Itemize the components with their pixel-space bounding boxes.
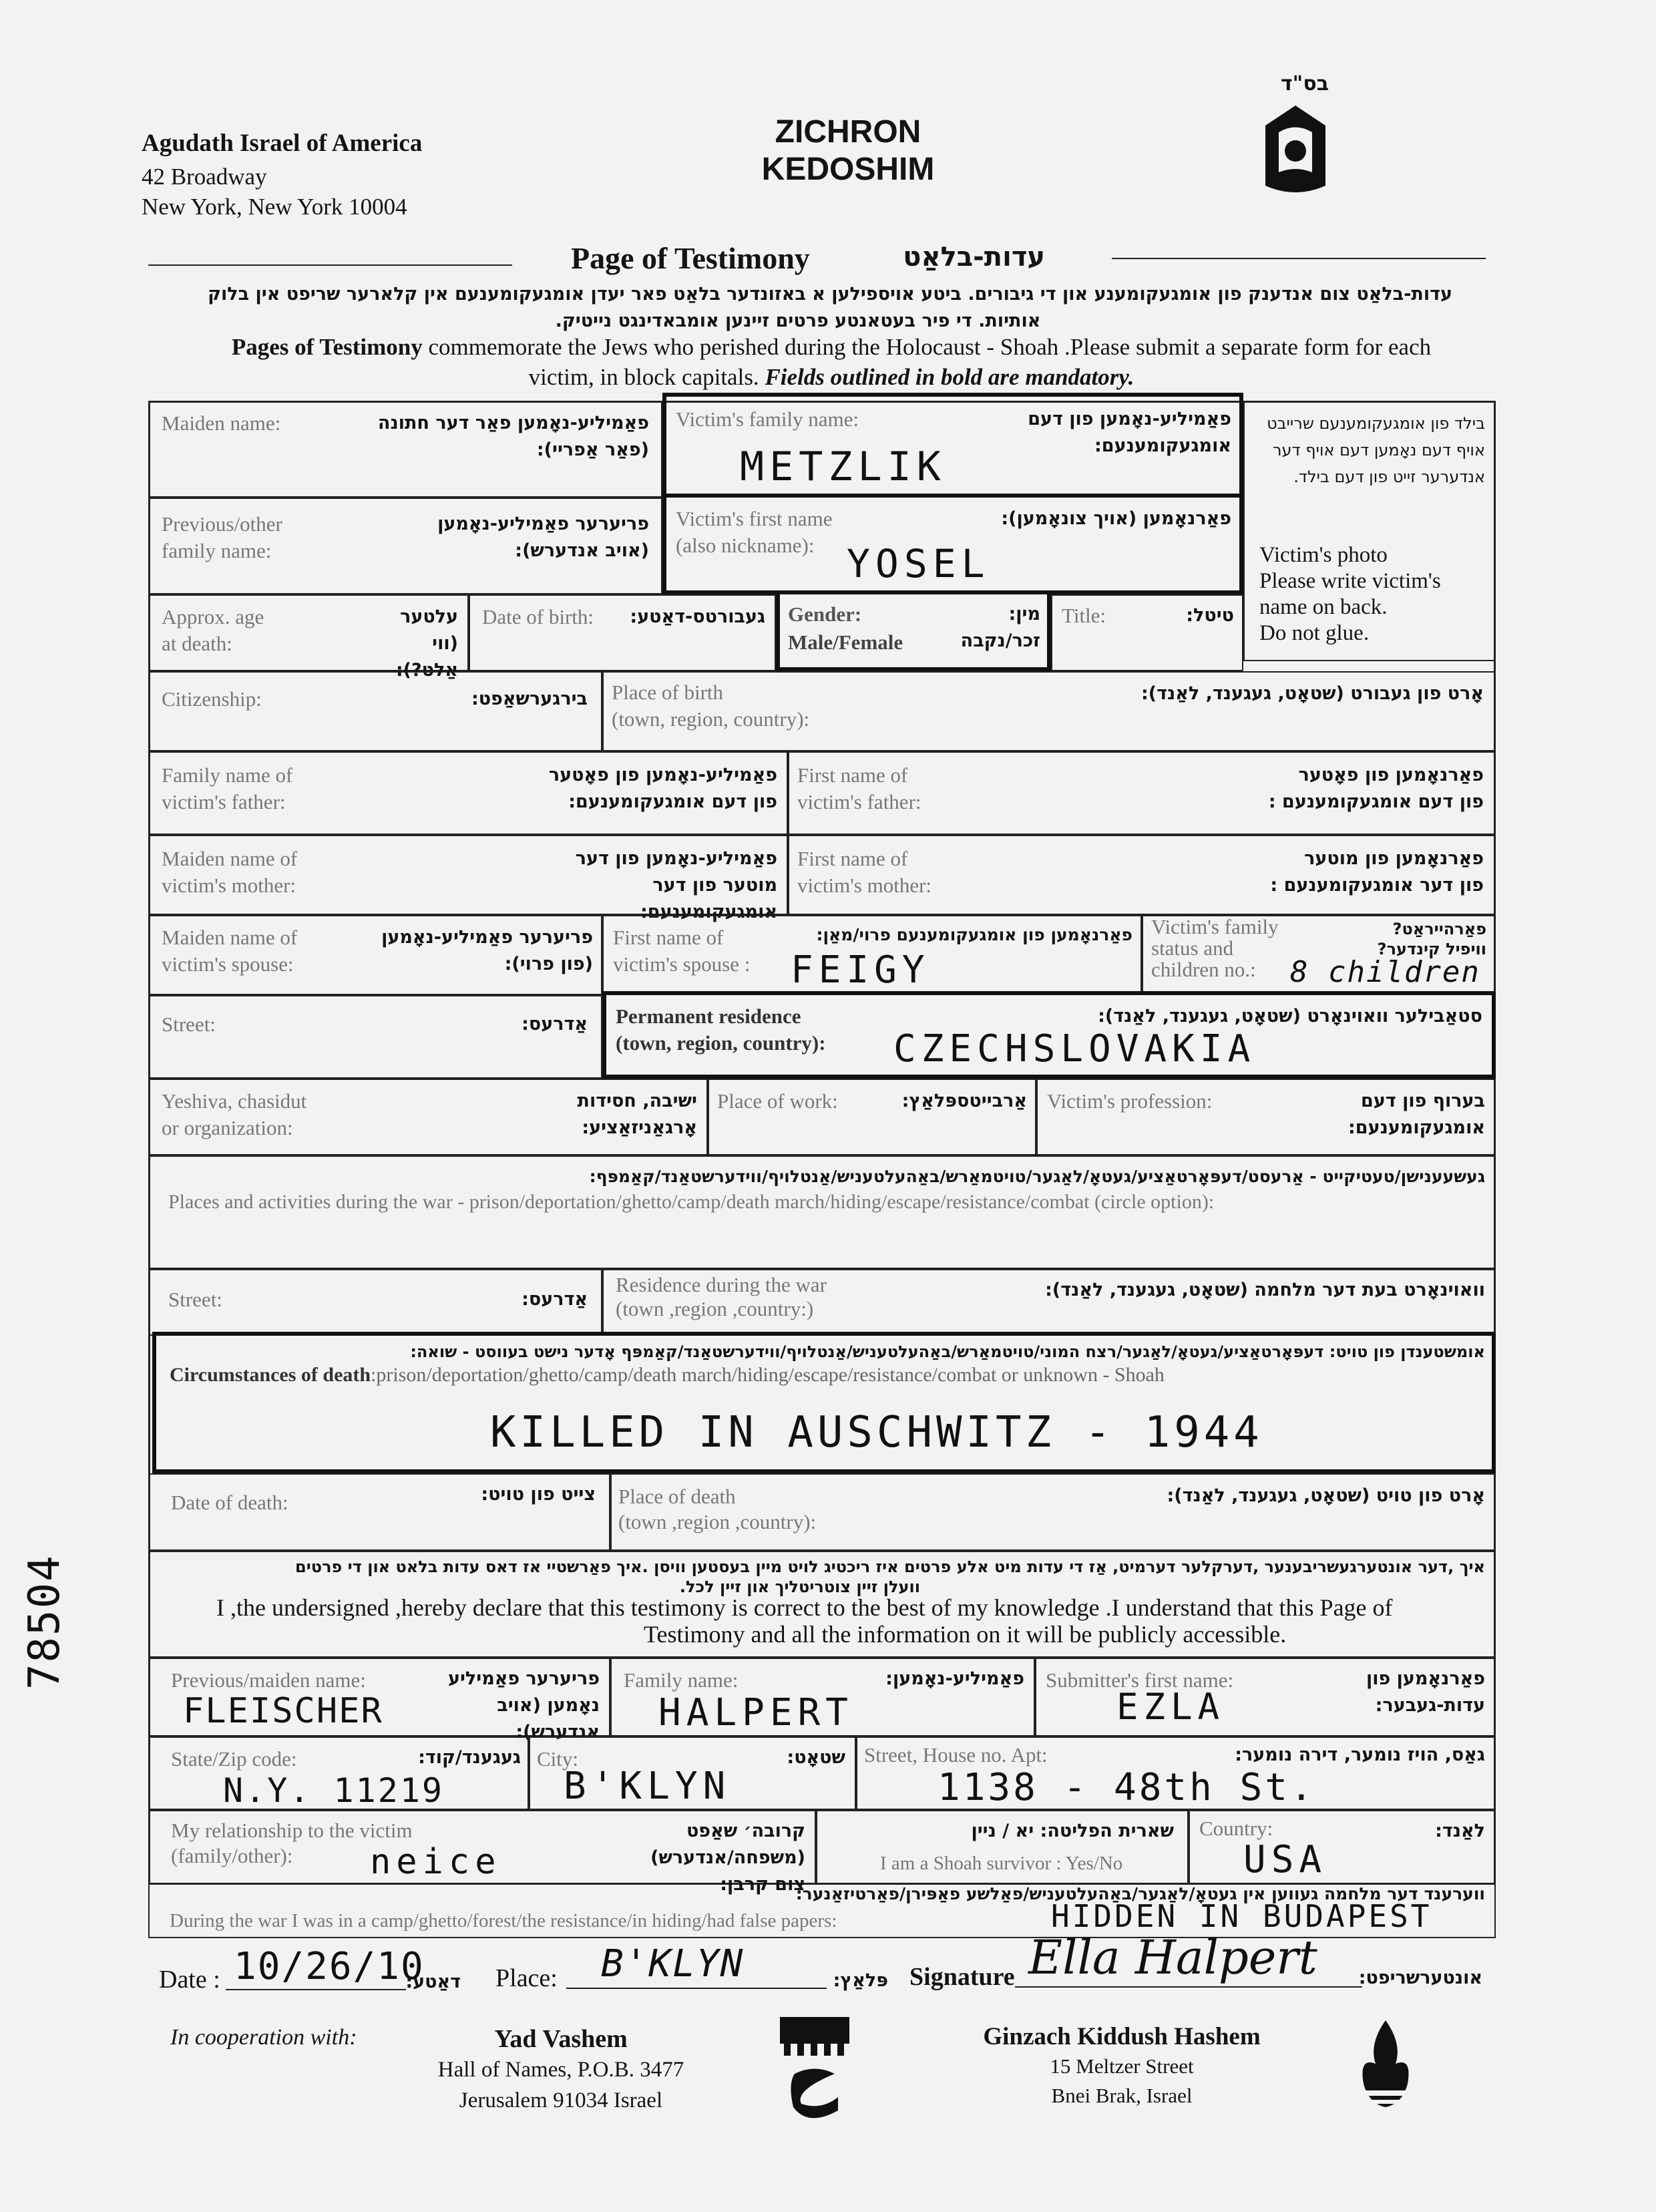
family-status-label	[1151, 916, 1279, 980]
organization-he-1: ישיבה, חסידות	[577, 1091, 697, 1111]
gkh-addr1: 15 Meltzer Street	[1050, 2054, 1194, 2078]
declaration-en-2: Testimony and all the information on it will be publicly accessible.	[644, 1621, 1287, 1648]
yv-addr2: Jerusalem 91034 Israel	[459, 2088, 663, 2112]
permanent-residence-label	[616, 1003, 826, 1057]
victim-first-name-label	[676, 506, 832, 559]
father-first-name-label-he	[1243, 762, 1484, 815]
war-street-label: Street:	[168, 1288, 222, 1311]
spouse-maiden-name-label	[162, 924, 297, 978]
title-field[interactable]	[1051, 594, 1243, 671]
war-places-label-he: געשעענישן/טעטיקייט - אַרעסט/דעפּאָרטאַציע/געטאָ/לאַגער/טויטמאַרש/באַהעלטעניש/אַנטלויף/ווידערשטאַנד/קאַמפּף:	[589, 1167, 1485, 1186]
maiden-name-label: Maiden name:	[162, 411, 281, 435]
submitter-street-field[interactable]	[856, 1736, 1496, 1810]
survivor-label: I am a Shoah survivor : Yes/No	[880, 1853, 1123, 1874]
survivor-label-he: שארית הפליטה: יא / ניין	[971, 1821, 1174, 1841]
place-of-birth-label-2: (town, region, country):	[612, 707, 810, 731]
date-label-he: דאַטע:	[405, 1972, 461, 1992]
submitter-street-label-he: גאַס, הויז נומער, דירה נומער:	[1235, 1744, 1485, 1765]
mother-first-name-label	[797, 846, 932, 899]
place-value[interactable]: B'KLYN	[601, 1942, 745, 1986]
intro-en-bold: Pages of Testimony	[231, 334, 423, 360]
war-places-label: Places and activities during the war - prison/deportation/ghetto/camp/death march/hiding/escape/resistance/combat (circle option):	[168, 1191, 1215, 1213]
victim-first-name-field[interactable]	[662, 498, 1243, 594]
date-line	[226, 1989, 406, 1990]
signature-line	[1015, 1986, 1362, 1988]
date-of-death-label-he: צייט פון טויט:	[481, 1484, 596, 1505]
photo-note-line1: Victim's photo	[1259, 543, 1388, 567]
submitter-family-name-value: HALPERT	[658, 1691, 854, 1734]
submitter-family-name-label: Family name:	[624, 1668, 739, 1692]
gender-options: Male/Female	[788, 630, 903, 654]
yad-vashem-block	[414, 2024, 708, 2116]
spouse-first-name-field[interactable]	[602, 915, 1142, 995]
submitter-state-zip-label-he: געגענד/קוד:	[418, 1747, 521, 1768]
father-family-name-label-2: victim's father:	[162, 790, 286, 813]
photo-area[interactable]	[1243, 401, 1496, 661]
title-label: Title:	[1062, 604, 1106, 627]
victim-family-name-label: Victim's family name:	[676, 407, 859, 431]
bsd-mark: בס"ד	[1281, 72, 1329, 96]
intro-he-1: עדות-בלאַט צום אנדענק פון אומגעקומענע און די גיבורים. ביטע אויספילען א באזונדער בלאַט פאר יעדן אומגעקומענעם אין קלארער שריפט אין בלוק	[208, 284, 1452, 305]
father-first-name-label-2: victim's father:	[797, 790, 921, 813]
submitter-city-value: B'KLYN	[564, 1765, 731, 1808]
photo-note-en	[1259, 542, 1441, 647]
circumstances-field[interactable]	[152, 1332, 1496, 1473]
submitter-state-zip-label: State/Zip code:	[171, 1747, 297, 1771]
father-family-name-field[interactable]	[148, 751, 788, 835]
spouse-maiden-name-label-he	[373, 924, 593, 978]
submitter-city-field[interactable]	[529, 1736, 856, 1810]
mother-maiden-name-label-he	[524, 846, 777, 926]
gender-field[interactable]	[776, 590, 1051, 671]
approx-age-label-he: עלטער (ווי אַלט?):	[395, 606, 458, 681]
circumstances-label	[170, 1364, 1165, 1387]
spouse-maiden-name-label-2: victim's spouse:	[162, 952, 294, 976]
submitter-first-name-label-he	[1352, 1666, 1485, 1719]
war-street-label-he: אַדרעס:	[522, 1289, 588, 1310]
gender-label: Gender:	[788, 602, 862, 626]
profession-label: Victim's profession:	[1047, 1089, 1213, 1113]
signature-label: Signature	[909, 1963, 1015, 1991]
place-line	[566, 1988, 827, 1989]
war-status-value: HIDDEN IN BUDAPEST	[1051, 1898, 1432, 1934]
page-title-en: Page of Testimony	[571, 241, 810, 275]
spouse-first-name-label	[613, 924, 750, 978]
mother-first-name-field[interactable]	[788, 835, 1496, 915]
relationship-label-2: (family/other):	[171, 1844, 293, 1867]
family-status-he-2: וויפיל קינדער?	[1377, 940, 1486, 958]
relationship-he-2: צום קרבן:	[720, 1874, 805, 1895]
place-of-birth-field[interactable]	[602, 671, 1496, 751]
intro-en-2	[144, 364, 1519, 391]
father-family-name-label-1: Family name of	[162, 763, 293, 787]
submitter-first-name-value: EZLA	[1116, 1686, 1225, 1728]
father-first-name-field[interactable]	[788, 751, 1496, 835]
photo-note-line3: name on back.	[1259, 595, 1388, 619]
war-residence-label-1: Residence during the war	[616, 1273, 827, 1296]
place-label-he: פּלאַץ:	[833, 1970, 888, 1991]
father-family-name-label	[162, 762, 292, 815]
previous-family-name-label-2: family name:	[162, 539, 272, 562]
mother-maiden-name-field[interactable]	[148, 835, 788, 922]
approx-age-label	[162, 604, 264, 657]
maiden-name-field[interactable]	[148, 401, 662, 498]
zichron-logo-icon	[1259, 99, 1332, 202]
title-rule-right	[1112, 258, 1486, 259]
photo-note-line4: Do not glue.	[1259, 621, 1370, 645]
project-line2: KEDOSHIM	[761, 152, 935, 187]
place-of-death-label-1: Place of death	[618, 1485, 736, 1508]
organization-label	[162, 1088, 306, 1141]
project-line1: ZICHRON	[775, 114, 921, 150]
place-of-death-label	[618, 1484, 816, 1535]
organization-field[interactable]	[148, 1079, 708, 1155]
spouse-maiden-name-he-1: פריערער פאַמיליע-נאָמען	[381, 927, 593, 948]
submitter-family-name-field[interactable]	[610, 1658, 1035, 1736]
organization-he-2: אָרגאַניזאַציע:	[582, 1117, 697, 1138]
country-label: Country:	[1199, 1817, 1273, 1840]
submitter-state-zip-field[interactable]	[148, 1736, 529, 1810]
father-first-name-he-1: פאַרנאָמען פון פאָטער	[1298, 765, 1484, 785]
place-of-work-label-he: אַרבייטספּלאַץ:	[901, 1091, 1027, 1111]
mother-first-name-label-1: First name of	[797, 847, 908, 870]
father-first-name-label	[797, 762, 921, 815]
citizenship-label-he: בירגערשאַפט:	[471, 689, 588, 709]
circumstances-label-rest: :prison/deportation/ghetto/camp/death march/hiding/escape/resistance/combat or unknown - Shoah	[371, 1364, 1165, 1386]
father-family-name-he-2: פון דעם אומגעקומענעם:	[568, 791, 777, 812]
submitter-first-name-he-2: עדות-געבער:	[1375, 1695, 1485, 1716]
citizenship-field[interactable]	[148, 671, 602, 751]
previous-family-name-label-1: Previous/other	[162, 512, 282, 536]
relationship-label-1: My relationship to the victim	[171, 1819, 413, 1842]
maiden-name-label-he: פאַמיליע-נאָמען פאַר דער חתונה (פאַר אַפריי):	[377, 413, 649, 460]
circumstances-label-bold: Circumstances of death	[170, 1364, 371, 1386]
spouse-maiden-name-he-2: (פון פרוי):	[504, 954, 593, 974]
mother-maiden-name-label	[162, 846, 297, 899]
victim-family-name-field[interactable]	[662, 393, 1243, 498]
mother-first-name-label-he	[1243, 846, 1484, 899]
yv-addr1: Hall of Names, P.O.B. 3477	[437, 2058, 684, 2082]
spouse-maiden-name-label-1: Maiden name of	[162, 926, 298, 949]
approx-age-field[interactable]	[148, 594, 469, 681]
father-first-name-label-1: First name of	[797, 763, 908, 787]
place-of-death-field[interactable]	[610, 1473, 1496, 1551]
profession-he-2: אומגעקומענעם:	[1348, 1117, 1485, 1138]
submitter-street-label: Street, House no. Apt:	[864, 1743, 1048, 1767]
permanent-residence-label-he: סטאַבילער וואוינאָרט (שטאָט, געגענד, לאַנד):	[1098, 1006, 1482, 1027]
victim-first-name-label-2: (also nickname):	[676, 534, 815, 557]
spouse-first-name-label-he: פאַרנאָמען פון אומגעקומענעם פרוי/מאַן:	[816, 925, 1132, 944]
relationship-value: neice	[370, 1842, 501, 1882]
place-of-birth-label-1: Place of birth	[612, 681, 724, 704]
war-residence-label-2: (town ,region ,country:)	[616, 1297, 814, 1320]
citizenship-label: Citizenship:	[162, 687, 262, 711]
organization-label-he	[524, 1088, 697, 1141]
street-field[interactable]	[148, 995, 602, 1079]
intro-he-2: אותיות. די פיר בעטאנטע פרטים זיינען אומבאדינגט נייטיק.	[555, 311, 1041, 331]
place-of-death-label-2: (town ,region ,country):	[618, 1510, 817, 1533]
submitter-prev-maiden-value: FLEISCHER	[183, 1691, 383, 1731]
yad-vashem-logo-icon	[775, 2010, 855, 2127]
country-label-he: לאַנד:	[1435, 1821, 1485, 1841]
relationship-he-1: קרובה׳ שאַפט (משפחה/אנדערש)	[650, 1821, 805, 1868]
signature-value[interactable]: Ella Halpert	[1028, 1930, 1317, 1985]
place-of-work-field[interactable]	[708, 1079, 1036, 1155]
organization-label-1: Yeshiva, chasidut	[162, 1089, 307, 1113]
page-title-he: עדות-בלאַט	[903, 242, 1045, 272]
title-rule-left	[148, 264, 512, 266]
victim-first-name-label-1: Victim's first name	[676, 507, 833, 530]
title-label-he: טיטל:	[1186, 605, 1234, 626]
org-name: Agudath Israel of America	[142, 130, 423, 157]
signature-label-he: אונטערשריפט:	[1358, 1968, 1482, 1988]
org-street: 42 Broadway	[142, 164, 267, 190]
flame-logo-icon	[1349, 2017, 1422, 2121]
organization-label-2: or organization:	[162, 1116, 293, 1139]
war-places-field[interactable]	[148, 1155, 1496, 1269]
war-status-field[interactable]	[148, 1878, 1496, 1938]
date-value[interactable]: 10/26/10	[234, 1945, 425, 1988]
circumstances-label-he: אומשטענדן פון טויט: דעפּאָרטאַציע/געטאָ/לאַגער/רצח המוני/טויטמאַרש/באַהעלטעניש/אַנטלויף/ווידערשטאַנד/קאַמפּף אָדער נישט בעווסט - שואה:	[410, 1342, 1485, 1361]
submitter-prev-maiden-label: Previous/maiden name:	[171, 1668, 366, 1692]
place-label: Place:	[495, 1964, 558, 1992]
family-status-label-he	[1353, 919, 1486, 959]
victim-family-name-label-he: פאַמיליע-נאָמען פון דעם אומגעקומענעם:	[1028, 409, 1231, 456]
family-status-label-1: Victim's family	[1151, 915, 1279, 938]
war-residence-field[interactable]	[602, 1269, 1496, 1336]
war-street-field[interactable]	[148, 1269, 602, 1336]
declaration-he-1: איך ,דער אונטערגעשריבענער ,דערקלער דערמיט, אַז די עדות מיט אלע פרטים איז ריכטיג לויט מיין בעסטען וויסן .איך פאַרשטיי אז דאס עדות בלאט און די פרטים	[295, 1557, 1485, 1576]
submitter-prev-maiden-label-he	[426, 1666, 600, 1746]
victim-family-name-value: METZLIK	[740, 443, 946, 490]
war-status-label-he: ווערענד דער מלחמה געווען אין געטאָ/לאַגער/באַהעלטעניש/פאַלשע פאַפּירן/פאַרטיזאַנער:	[795, 1884, 1485, 1903]
approx-age-label-2: at death:	[162, 632, 232, 655]
profession-field[interactable]	[1036, 1079, 1496, 1155]
gkh-addr2: Bnei Brak, Israel	[1051, 2084, 1193, 2107]
family-status-field[interactable]	[1142, 915, 1496, 995]
permanent-residence-value: CZECHSLOVAKIA	[893, 1027, 1256, 1071]
project-title	[728, 114, 968, 188]
submitter-prev-maiden-he-1: פריערער פאַמיליע	[447, 1668, 600, 1689]
country-value: USA	[1243, 1838, 1327, 1881]
previous-family-name-label-he: פריערער פאַמיליע-נאָמען (אויב אנדערש):	[437, 514, 649, 561]
mother-maiden-name-he-2: מוטער פון דער אומגעקומענעם:	[640, 875, 777, 922]
submitter-prev-maiden-field[interactable]	[148, 1658, 610, 1742]
spouse-first-name-value: FEIGY	[791, 948, 930, 992]
family-status-value: 8 children	[1290, 955, 1480, 989]
previous-family-name-field[interactable]	[148, 498, 662, 594]
profession-label-he	[1338, 1088, 1485, 1141]
intro-en-2-bold: Fields outlined in bold are mandatory.	[765, 364, 1134, 390]
intro-en-1	[144, 334, 1519, 361]
declaration-he-2: וועלן זיין צוטריטליך און זיין לכל.	[679, 1578, 920, 1596]
profession-he-1: בערוף פון דעם	[1361, 1091, 1485, 1111]
date-of-death-label: Date of death:	[171, 1491, 288, 1514]
permanent-residence-label-2: (town, region, country):	[616, 1031, 826, 1055]
yv-name: Yad Vashem	[494, 2025, 628, 2053]
spouse-first-name-label-1: First name of	[613, 926, 724, 949]
place-of-death-label-he: אָרט פון טויט (שטאָט, געגענד, לאַנד):	[1167, 1485, 1485, 1506]
spouse-first-name-label-2: victim's spouse :	[613, 952, 751, 976]
intro-en-2-text: victim, in block capitals.	[528, 364, 759, 390]
mother-maiden-name-label-1: Maiden name of	[162, 847, 298, 870]
submitter-prev-maiden-he-2: נאָמען (אויב אנדערש):	[497, 1695, 600, 1742]
date-of-birth-label-he: געבורטס-דאַטע:	[630, 606, 765, 627]
mother-first-name-he-1: פאַרנאָמען פון מוטער	[1304, 848, 1484, 869]
date-of-death-field[interactable]	[148, 1473, 610, 1551]
place-of-birth-label	[612, 679, 809, 733]
survivor-field[interactable]	[816, 1810, 1189, 1885]
photo-note-line2: Please write victim's	[1259, 569, 1441, 593]
father-family-name-label-he	[524, 762, 777, 815]
war-status-label: During the war I was in a camp/ghetto/forest/the resistance/in hiding/had false papers:	[170, 1910, 837, 1931]
submitter-city-label: City:	[537, 1747, 579, 1771]
country-field[interactable]	[1189, 1810, 1496, 1885]
date-label: Date :	[159, 1966, 220, 1994]
family-status-label-3: children no.:	[1151, 958, 1256, 981]
previous-family-name-label	[162, 511, 282, 564]
gender-label-he: מין: זכר/נקבה	[960, 604, 1040, 651]
family-status-he-1: פאַרהייראַט?	[1392, 920, 1486, 938]
father-first-name-he-2: פון דעם אומגעקומענעם :	[1268, 791, 1484, 812]
mother-maiden-name-he-1: פאַמיליע-נאָמען פון דער	[575, 848, 777, 869]
submitter-first-name-he-1: פאַרנאָמען פון	[1366, 1668, 1485, 1689]
family-status-label-2: status and	[1151, 936, 1234, 960]
intro-en-rest: commemorate the Jews who perished during the Holocaust - Shoah .Please submit a separate form for each	[422, 334, 1432, 360]
place-of-work-label: Place of work:	[717, 1089, 838, 1113]
side-number: 78504	[20, 1554, 69, 1690]
declaration-en-1: I ,the undersigned ,hereby declare that this testimony is correct to the best of my knowledge .I understand that this Page of	[216, 1594, 1393, 1621]
father-family-name-he-1: פאַמיליע-נאָמען פון פאָטער	[548, 765, 777, 785]
photo-note-he: בילד פון אומגעקומענעם שרייבט אויף דעם נאָמען דעם אויף דער אנדערער זייט פון דעם בילד.	[1267, 414, 1485, 486]
date-of-birth-label: Date of birth:	[482, 605, 594, 628]
submitter-first-name-label: Submitter's first name:	[1046, 1668, 1234, 1692]
permanent-residence-label-1: Permanent residence	[616, 1004, 801, 1028]
org-city: New York, New York 10004	[142, 194, 407, 220]
war-residence-label	[616, 1273, 827, 1321]
street-label: Street:	[162, 1012, 216, 1036]
relationship-field[interactable]	[148, 1810, 816, 1895]
victim-first-name-value: YOSEL	[847, 541, 990, 586]
submitter-city-label-he: שטאָט:	[787, 1747, 845, 1768]
coop-label: In cooperation with:	[170, 2025, 357, 2050]
victim-first-name-label-he: פאַרנאָמען (אויך צונאָמען):	[1001, 508, 1231, 529]
submitter-first-name-field[interactable]	[1035, 1658, 1496, 1736]
date-of-birth-field[interactable]	[469, 594, 776, 671]
approx-age-label-1: Approx. age	[162, 605, 264, 628]
permanent-residence-field[interactable]	[602, 991, 1496, 1079]
mother-first-name-he-2: פון דער אומגעקומענעם :	[1270, 875, 1484, 896]
circumstances-value: KILLED IN AUSCHWITZ - 1944	[490, 1408, 1263, 1457]
place-of-birth-label-he: אָרט פון געבורט (שטאָט, געגענד, לאַנד):	[1141, 683, 1484, 704]
mother-maiden-name-label-2: victim's mother:	[162, 874, 296, 897]
spouse-maiden-name-field[interactable]	[148, 915, 602, 995]
submitter-family-name-label-he: פאַמיליע-נאָמען:	[885, 1668, 1024, 1689]
mother-first-name-label-2: victim's mother:	[797, 874, 932, 897]
ginzach-block	[948, 2022, 1295, 2110]
submitter-street-value: 1138 - 48th St.	[938, 1766, 1315, 1809]
street-label-he: אַדרעס:	[522, 1014, 588, 1035]
gkh-name: Ginzach Kiddush Hashem	[983, 2023, 1261, 2050]
declaration-box	[148, 1551, 1496, 1658]
war-residence-label-he: וואוינאָרט בעת דער מלחמה (שטאָט, געגענד, לאַנד):	[1045, 1280, 1485, 1300]
submitter-state-zip-value: N.Y. 11219	[223, 1771, 445, 1810]
